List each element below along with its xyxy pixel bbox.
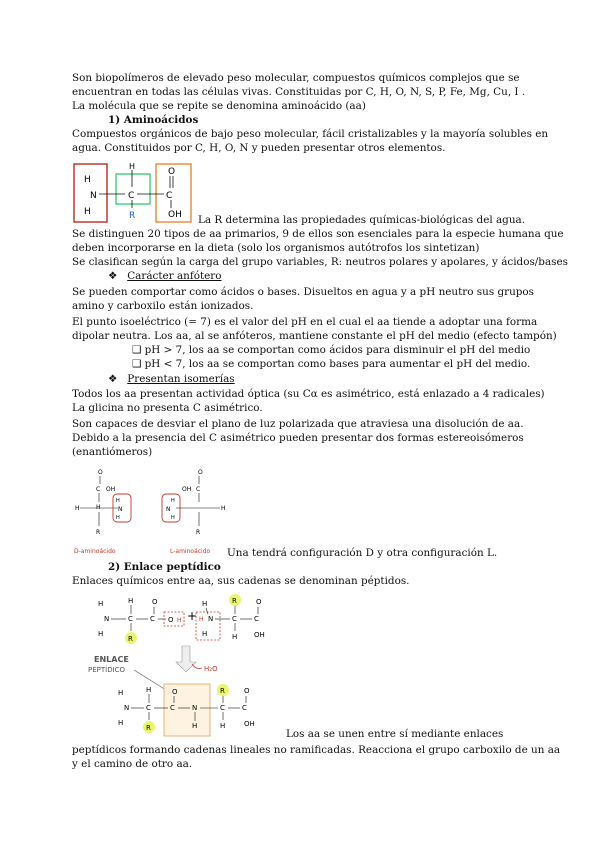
svg-text:C: C [242,704,247,712]
svg-text:OH: OH [168,210,182,220]
svg-text:R: R [129,211,136,221]
svg-text:N: N [118,506,123,513]
paragraph-line: Debido a la presencia del C asimétrico pueden presentar dos formas estereoisómeros [72,432,524,444]
svg-text:H: H [96,504,101,511]
figure-caption: Los aa se unen entre sí mediante enlaces [286,728,504,740]
svg-text:H: H [84,207,91,217]
svg-text:O: O [256,598,262,606]
bullet-heading-anfotero: ❖ Carácter anfótero [108,270,222,282]
paragraph-line: La glicina no presenta C asimétrico. [72,402,263,414]
svg-text:H: H [146,686,152,694]
svg-text:N: N [166,506,171,513]
svg-text:H: H [98,600,104,608]
svg-text:R: R [196,529,201,536]
svg-text:C: C [96,486,101,493]
list-item: ❑ pH > 7, los aa se comportan como ácidos para disminuir el pH del medio [132,344,531,356]
svg-text:C: C [196,486,201,493]
svg-text:H: H [75,505,80,512]
paragraph-line: deben incorporarse en la dieta (solo los organismos autótrofos los sintetizan) [72,242,480,254]
l-aminoacid-label: L-aminoácido [170,548,211,555]
figure-caption: La R determina las propiedades químicas-biológicas del agua. [198,214,526,226]
svg-text:R: R [220,687,225,695]
svg-text:O: O [98,469,103,476]
peptide-bond-figure [84,590,284,740]
svg-text:H: H [98,630,104,638]
paragraph-line: Se pueden comportar como ácidos o bases. Disueltos en agua y a pH neutro sus grupos [72,286,535,298]
svg-text:O: O [168,616,174,624]
svg-text:H: H [116,498,120,504]
svg-text:H: H [84,175,91,185]
section-heading-enlace-peptidico: 2) Enlace peptídico [108,561,221,573]
svg-text:C: C [232,615,237,623]
svg-text:O: O [244,687,250,695]
svg-text:N: N [192,704,198,712]
svg-text:C: C [128,615,133,623]
svg-text:H: H [118,689,124,697]
paragraph-line: dipolar neutra. Los aa, al se anfóteros, mantiene constante el pH del medio (efecto tampón) [72,330,557,342]
svg-text:H: H [116,515,120,521]
svg-text:H: H [129,162,136,171]
svg-text:+: + [187,609,198,623]
svg-text:N: N [90,191,97,201]
enlace-label: ENLACE [94,655,129,664]
water-label: H₂O [204,665,218,673]
paragraph-line: Compuestos orgánicos de bajo peso molecular, fácil cristalizables y la mayoría solubles en [72,128,549,140]
svg-text:C: C [220,704,225,712]
paragraph-line: Se clasifican según la carga del grupo variables, R: neutros polares y apolares, y ácidos/bases [72,256,568,268]
svg-text:H: H [232,633,238,641]
figure-caption: Una tendrá configuración D y otra configuración L. [227,547,498,559]
paragraph-line: El punto isoeléctrico (= 7) es el valor del pH en el cual el aa tiende a adoptar una forma [72,316,538,328]
list-item: ❑ pH < 7, los aa se comportan como bases para aumentar el pH del medio. [132,358,531,370]
paragraph-line: encuentran en todas las células vivas. Constituidas por C, H, O, N, S, P, Fe, Mg, Cu, I . [72,86,526,98]
svg-text:O: O [198,469,203,476]
svg-text:N: N [208,615,214,623]
amino-acid-structure-figure [72,160,197,226]
svg-text:R: R [96,529,101,536]
svg-text:C: C [254,615,259,623]
bullet-heading-isomerias: ❖ Presentan isomerías [108,373,235,385]
paragraph-line: y el camino de otro aa. [72,758,193,770]
svg-text:H: H [171,498,175,504]
svg-text:H: H [118,719,124,727]
svg-text:C: C [146,704,151,712]
svg-text:H: H [177,617,182,624]
paragraph-line: La molécula que se repite se denomina aminoácido (aa) [72,100,366,112]
svg-text:H: H [202,630,208,638]
svg-text:H: H [171,515,175,521]
svg-text:OH: OH [106,486,116,493]
svg-text:H: H [221,505,226,512]
paragraph-line: agua. Constituidos por C, H, O, N y pueden presentar otros elementos. [72,142,446,154]
svg-text:H: H [199,616,204,623]
paragraph-line: Enlaces químicos entre aa, sus cadenas se denominan péptidos. [72,575,410,587]
svg-text:R: R [146,724,151,732]
svg-text:R: R [232,597,237,605]
paragraph-line: (enantiómeros) [72,446,153,458]
section-heading-aminoacidos: 1) Aminoácidos [108,114,199,126]
svg-text:C: C [166,191,173,201]
svg-text:C: C [170,704,175,712]
svg-text:N: N [124,704,130,712]
paragraph-line: Son biopolímeros de elevado peso molecular, compuestos químicos complejos que se [72,72,520,84]
svg-text:C: C [128,191,135,201]
enantiomers-figure [72,462,227,558]
svg-text:OH: OH [254,631,265,639]
svg-text:R: R [128,635,133,643]
svg-text:H: H [202,600,208,608]
svg-text:N: N [104,615,110,623]
svg-text:C: C [150,615,155,623]
svg-text:OH: OH [182,486,192,493]
paragraph-line: amino y carboxilo están ionizados. [72,300,254,312]
d-aminoacid-label: D-aminoácido [74,548,116,555]
paragraph-line: Se distinguen 20 tipos de aa primarios, 9 de ellos son esenciales para la especie humana que [72,228,564,240]
paragraph-line: Todos los aa presentan actividad óptica (su Cα es asimétrico, está enlazado a 4 radicales) [72,388,545,400]
paragraph-line: Son capaces de desviar el plano de luz polarizada que atraviesa una disolución de aa. [72,418,524,430]
svg-text:O: O [172,688,178,696]
svg-text:O: O [168,167,176,177]
paragraph-line: peptídicos formando cadenas lineales no ramificadas. Reacciona el grupo carboxilo de un aa [72,744,561,756]
svg-text:OH: OH [244,720,255,728]
svg-text:H: H [220,722,226,730]
svg-text:H: H [128,597,134,605]
svg-text:H: H [192,722,198,730]
peptidico-label: PEPTÍDICO [88,666,126,674]
svg-text:O: O [152,598,158,606]
